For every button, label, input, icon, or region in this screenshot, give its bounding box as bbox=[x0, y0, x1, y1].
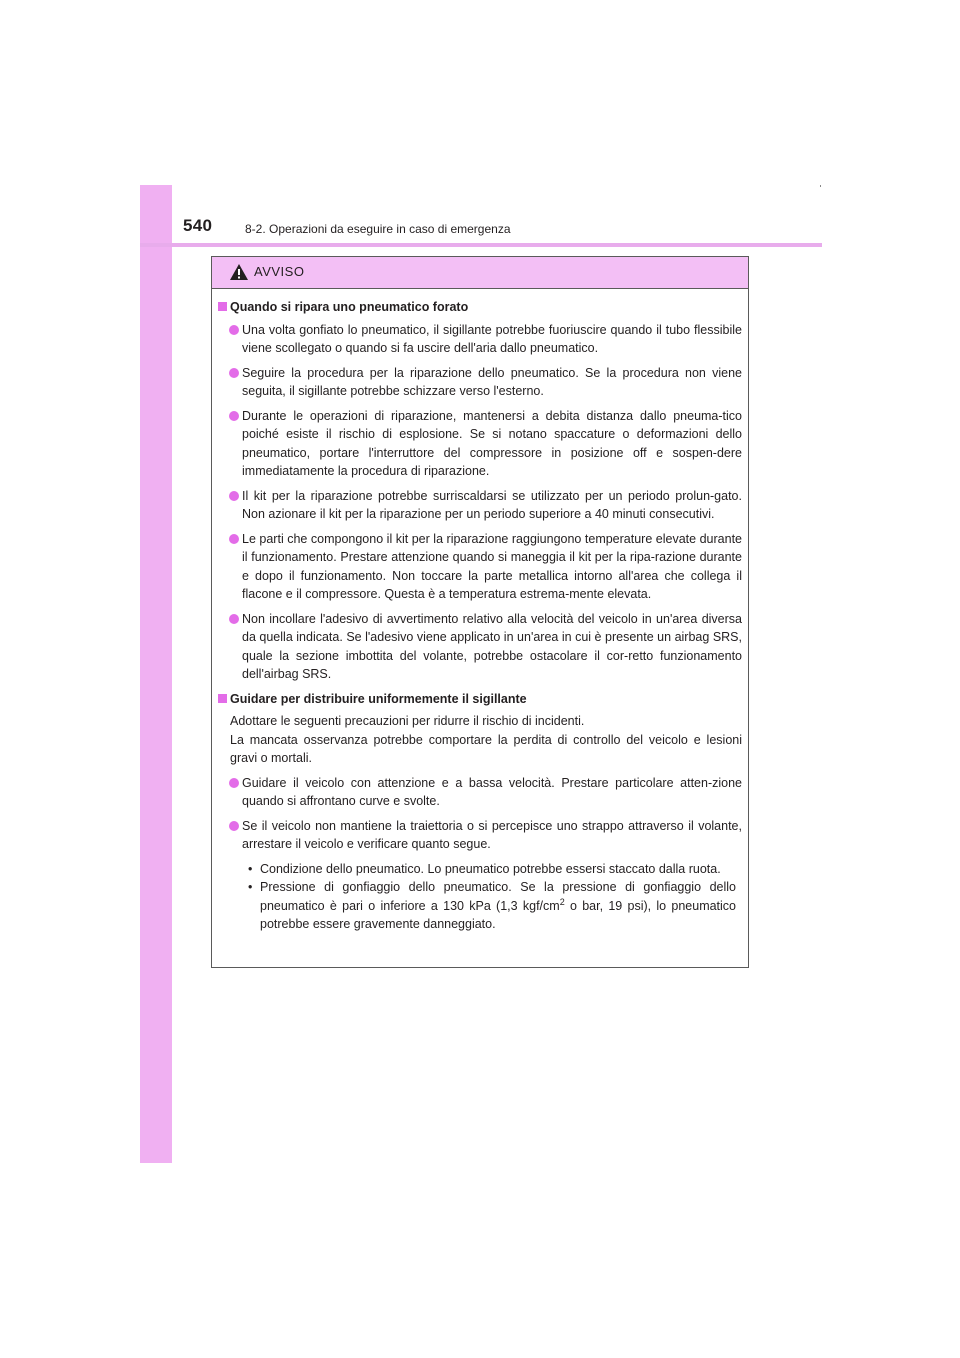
sub-list-item: • Pressione di gonfiaggio dello pneumatico. Se la pressione di gonfiaggio dello pneumatico è pari o inferiore a 130 kPa (1,3 kgf/$cm^2$ o bar, 19 psi), lo pneumatico potrebbe essere gravemente danneggiato. bbox=[248, 880, 737, 931]
list-item: Il kit per la riparazione potrebbe surriscaldarsi se utilizzato per un periodo prolun-gato. Non azionare il kit per la riparazione per un periodo superiore a 40 minuti consecutivi. bbox=[218, 487, 742, 524]
section-title: 8-2. Operazioni da eseguire in caso di emergenza bbox=[245, 222, 511, 236]
circle-bullet-icon bbox=[229, 491, 239, 501]
section-heading-driving: Guidare per distribuire uniformemente il sigillante bbox=[218, 690, 742, 709]
square-bullet-icon bbox=[218, 302, 227, 311]
list-item: Le parti che compongono il kit per la riparazione raggiungono temperature elevate durante il funzionamento. Prestare attenzione quando si maneggia il kit per la ripa-razione durante e dopo il funzionamento. Non toccare la parte metallica intorno all'area che collega il flacone e il compressore. Questa è a temperatura estrema-mente elevata. bbox=[218, 530, 742, 604]
circle-bullet-icon bbox=[229, 534, 239, 544]
circle-bullet-icon bbox=[229, 368, 239, 378]
circle-bullet-icon bbox=[229, 821, 239, 831]
circle-bullet-icon bbox=[229, 614, 239, 624]
list-item: Guidare il veicolo con attenzione e a bassa velocità. Prestare particolare atten-zione quando si affrontano curve e svolte. bbox=[218, 774, 742, 811]
warning-box bbox=[211, 256, 749, 968]
circle-bullet-icon bbox=[229, 411, 239, 421]
list-item: Una volta gonfiato lo pneumatico, il sigillante potrebbe fuoriuscire quando il tubo flessibile viene scollegato o quando si fa uscire dell'aria dallo pneumatico. bbox=[218, 321, 742, 358]
circle-bullet-icon bbox=[229, 778, 239, 788]
list-item: Durante le operazioni di riparazione, mantenersi a debita distanza dallo pneuma-tico poiché esiste il rischio di esplosione. Se si notano spaccature o deformazioni dello pneumatico, portare l'interruttore del compressore in posizione off e sospen-dere immediatamente la procedura di riparazione. bbox=[218, 407, 742, 481]
intro-text: Adottare le seguenti precauzioni per ridurre il rischio di incidenti. bbox=[230, 714, 585, 728]
header-rule bbox=[140, 243, 822, 247]
warning-title: AVVISO bbox=[254, 264, 305, 279]
dot-marker: • bbox=[248, 880, 253, 894]
side-color-bar bbox=[140, 185, 172, 1163]
corner-mark bbox=[820, 185, 821, 187]
intro-text: La mancata osservanza potrebbe comportare la perdita di controllo del veicolo e lesioni gravi o mortali. bbox=[230, 732, 742, 765]
circle-bullet-icon bbox=[229, 325, 239, 335]
dot-marker: • bbox=[248, 861, 253, 876]
sub-list-item: • Condizione dello pneumatico. Lo pneumatico potrebbe essersi staccato dalla ruota. bbox=[218, 860, 742, 879]
list-item: Se il veicolo non mantiene la traiettoria o si percepisce uno strappo attraverso il volante, arrestare il veicolo e verificare quanto segue. bbox=[218, 817, 742, 854]
warning-header bbox=[212, 257, 748, 289]
warning-triangle-icon bbox=[229, 263, 249, 281]
page-number: 540 bbox=[183, 216, 213, 235]
list-item: Seguire la procedura per la riparazione dello pneumatico. Se la procedura non viene seguita, il sigillante potrebbe schizzare verso l'esterno. bbox=[218, 364, 742, 401]
warning-body bbox=[212, 298, 748, 934]
section-heading-repair: Quando si ripara uno pneumatico forato bbox=[218, 298, 742, 317]
square-bullet-icon bbox=[218, 694, 227, 703]
list-item: Non incollare l'adesivo di avvertimento relativo alla velocità del veicolo in un'area diversa da quella indicata. Se l'adesivo viene applicato in un'area in cui è presente un airbag SRS, quale la sezione imbottita del volante, potrebbe ostacolare il cor-retto funzionamento dell'airbag SRS. bbox=[218, 610, 742, 684]
